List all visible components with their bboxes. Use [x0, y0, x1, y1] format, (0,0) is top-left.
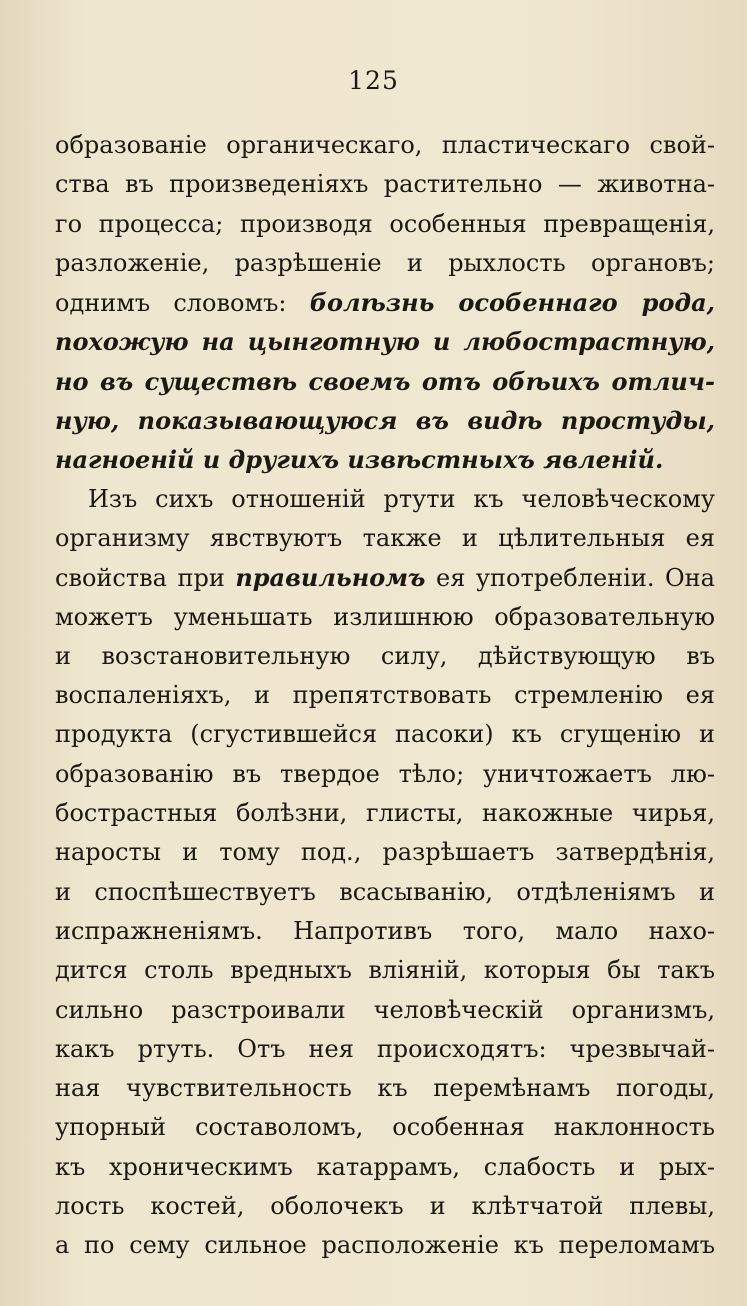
text-line — [55, 126, 715, 165]
text-segment: ная чувствительность къ перемѣнамъ погоды, — [55, 1074, 715, 1103]
text-segment: упорный составоломъ, особенная наклонность — [55, 1113, 715, 1142]
text-segment: продукта (сгустившейся пасоки) къ сгущенію и — [55, 720, 715, 749]
italic-text: болѣзнь особеннаго рода, — [309, 288, 715, 318]
text-line — [55, 440, 715, 479]
text-line — [55, 951, 715, 990]
text-line — [55, 322, 715, 361]
text-segment: образованіе органическаго, пластическаго свой- — [55, 131, 715, 159]
text-line — [55, 715, 715, 754]
text-line — [55, 401, 715, 440]
text-segment: лость костей, оболочекъ и клѣтчатой плевы, — [55, 1192, 715, 1221]
text-line — [55, 991, 715, 1030]
text-line — [55, 755, 715, 794]
text-line — [55, 637, 715, 676]
text-line — [55, 1187, 715, 1226]
text-line — [55, 912, 715, 951]
text-line — [55, 1030, 715, 1069]
text-line — [55, 205, 715, 244]
text-segment: можетъ уменьшать излишнюю образовательную — [55, 602, 715, 631]
text-segment: воспаленіяхъ, и препятствовать стремленію ея — [55, 681, 715, 710]
italic-text: правильномъ — [235, 563, 426, 593]
text-line — [55, 598, 715, 637]
text-line — [55, 362, 715, 401]
text-segment: однимъ словомъ: — [55, 289, 310, 318]
text-segment: свойства при — [55, 564, 236, 593]
text-line — [55, 558, 715, 597]
page-number: 125 — [348, 66, 399, 95]
text-segment: и возстановительную силу, дѣйствующую въ — [55, 641, 715, 670]
text-segment: къ хроническимъ катаррамъ, слабость и рых- — [55, 1152, 715, 1181]
text-segment: бострастныя болѣзни, глисты, накожные чирья, — [55, 799, 715, 828]
text-line — [55, 244, 715, 283]
text-segment: организму явствуютъ также и цѣлительныя ея — [55, 523, 715, 552]
text-line — [55, 1148, 715, 1187]
text-segment: дится столь вредныхъ вліяній, которыя бы такъ — [55, 956, 715, 985]
text-line — [55, 1108, 715, 1147]
text-segment: образованію въ твердое тѣло; уничтожаетъ лю- — [55, 759, 715, 788]
text-line — [55, 873, 715, 912]
italic-text: но въ существѣ своемъ отъ обѣихъ отлич- — [55, 366, 715, 396]
text-line — [55, 1069, 715, 1108]
text-segment: ства въ произведеніяхъ растительно — животна- — [55, 170, 715, 199]
text-line — [55, 283, 715, 322]
text-segment: Изъ сихъ отношеній ртути къ человѣческому — [88, 484, 715, 513]
page-text — [55, 126, 715, 1266]
italic-text: нагноеній и другихъ извѣстныхъ явленій. — [55, 445, 664, 475]
text-segment: какъ ртуть. Отъ нея происходятъ: чрезвычай- — [55, 1034, 715, 1063]
text-line — [55, 165, 715, 204]
text-segment: наросты и тому под., разрѣшаетъ затвердѣнія, — [55, 838, 715, 867]
text-line — [55, 833, 715, 872]
text-line — [55, 480, 715, 519]
text-line — [55, 676, 715, 715]
text-segment: и споспѣшествуетъ всасыванію, отдѣленіямъ и — [55, 877, 715, 906]
text-segment: испражненіямъ. Напротивъ того, мало нахо- — [55, 916, 715, 945]
text-line — [55, 794, 715, 833]
text-segment: а по сему сильное расположеніе къ переломамъ — [55, 1231, 715, 1260]
text-line — [55, 519, 715, 558]
text-segment: сильно разстроивали человѣческій организмъ, — [55, 995, 715, 1024]
italic-text: ную, показывающуюся въ видѣ простуды, — [55, 406, 715, 436]
text-segment: разложеніе, разрѣшеніе и рыхлость органовъ; — [55, 248, 715, 277]
text-segment: го процесса; производя особенныя превращенія, — [55, 209, 715, 238]
italic-text: похожую на цынготную и любострастную, — [55, 327, 715, 357]
text-line — [55, 1226, 715, 1265]
text-segment: ея употребленіи. Она — [425, 564, 715, 593]
